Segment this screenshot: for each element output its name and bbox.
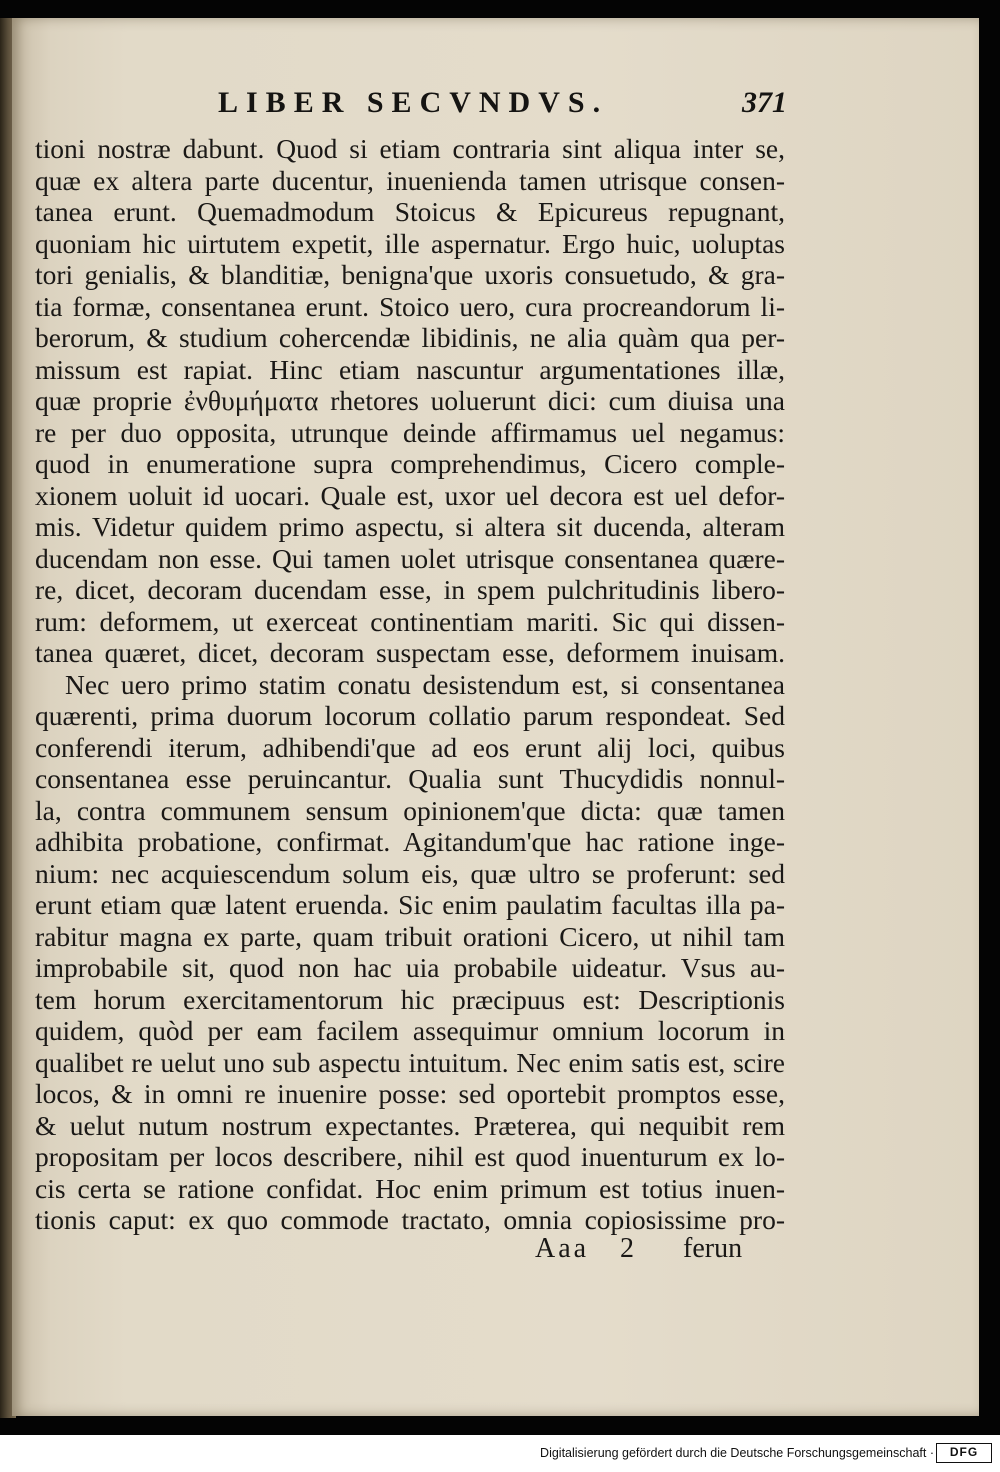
signature-number: 2 xyxy=(620,1233,634,1264)
page-number: 371 xyxy=(742,86,787,119)
text-line: tanea quæret, dicet, decoram suspectam esse, deformem inuisam. xyxy=(35,637,785,668)
text-line: re per duo opposita, utrunque deinde affirmamus uel negamus: xyxy=(35,416,785,448)
text-line: quod in enumeratione supra comprehendimus, Cicero comple- xyxy=(35,448,785,479)
text-line: locos, & in omni re inuenire posse: sed oportebit promptos esse, xyxy=(35,1078,785,1109)
text-line: tanea erunt. Quemadmodum Stoicus & Epicureus repugnant, xyxy=(35,196,785,227)
text-line: rum: deformem, ut exerceat continentiam mariti. Sic qui dissen- xyxy=(35,605,785,637)
text-line: improbabile sit, quod non hac uia probabile uideatur. Vsus au- xyxy=(35,952,785,983)
text-line: tem horum exercitamentorum hic præcipuus est: Descriptionis xyxy=(35,983,785,1015)
text-line: xionem uoluit id uocari. Quale est, uxor uel decora est uel defor- xyxy=(35,479,785,511)
text-line: conferendi iterum, adhibendi'que ad eos erunt alij loci, quibus xyxy=(35,731,785,763)
catchline xyxy=(0,1233,1000,1269)
funding-credit: Digitalisierung gefördert durch die Deutsche Forschungsgemeinschaft · xyxy=(540,1446,934,1460)
text-line: quærenti, prima duorum locorum collatio parum respondeat. Sed xyxy=(35,700,785,731)
text-line: erunt etiam quæ latent eruenda. Sic enim paulatim facultas illa pa- xyxy=(35,889,785,920)
text-line: berorum, & studium cohercendæ libidinis, ne alia quàm qua per- xyxy=(35,322,785,353)
text-line: re, dicet, decoram ducendam esse, in spem pulchritudinis libero- xyxy=(35,574,785,605)
text-line: la, contra communem sensum opinionem'que dicta: quæ tamen xyxy=(35,794,785,826)
text-line: ducendam non esse. Qui tamen uolet utrisque consentanea quære- xyxy=(35,542,785,574)
dfg-logo: DFG xyxy=(936,1443,992,1463)
text-line: rabitur magna ex parte, quam tribuit orationi Cicero, ut nihil tam xyxy=(35,920,785,952)
text-line: tia formæ, consentanea erunt. Stoico uero, cura procreandorum li- xyxy=(35,290,785,322)
page-header xyxy=(0,86,1000,126)
text-line: consentanea esse peruincantur. Qualia sunt Thucydidis nonnul- xyxy=(35,763,785,794)
text-line: quidem, quòd per eam facilem assequimur omnium locorum in xyxy=(35,1015,785,1046)
text-line: Nec uero primo statim conatu desistendum est, si consentanea xyxy=(65,668,785,700)
signature-mark: Aaa xyxy=(535,1233,590,1264)
text-line: adhibita probatione, confirmat. Agitandum'que hac ratione inge- xyxy=(35,826,785,857)
text-line: qualibet re uelut uno sub aspectu intuitum. Nec enim satis est, scire xyxy=(35,1046,785,1078)
text-line: quæ ex altera parte ducentur, inuenienda tamen utrisque consen- xyxy=(35,164,785,196)
footer-bar xyxy=(0,1435,1000,1472)
text-line: tori genialis, & blanditiæ, benigna'que uxoris consuetudo, & gra- xyxy=(35,259,785,290)
text-line: nium: nec acquiescendum solum eis, quæ ultro se proferunt: sed xyxy=(35,857,785,889)
text-line: missum est rapiat. Hinc etiam nascuntur argumentationes illæ, xyxy=(35,353,785,385)
text-line: quæ proprie ἐνθυμήματα rhetores uoluerunt dici: cum diuisa una xyxy=(35,385,785,416)
text-line: & uelut nutum nostrum expectantes. Præterea, qui nequibit rem xyxy=(35,1109,785,1141)
text-line: propositam per locos describere, nihil est quod inuenturum ex lo- xyxy=(35,1141,785,1172)
text-line: cis certa se ratione confidat. Hoc enim primum est totius inuen- xyxy=(35,1172,785,1204)
text-line: tionis caput: ex quo commode tractato, omnia copiosissime pro- xyxy=(35,1204,785,1235)
text-line: tioni nostræ dabunt. Quod si etiam contraria sint aliqua inter se, xyxy=(35,133,785,164)
body-text xyxy=(35,133,785,1236)
text-line: quoniam hic uirtutem expetit, ille aspernatur. Ergo huic, uoluptas xyxy=(35,227,785,259)
text-line: mis. Videtur quidem primo aspectu, si altera sit ducenda, alteram xyxy=(35,511,785,542)
catchword: ferun xyxy=(683,1233,743,1264)
running-title: LIBER SECVNDVS. xyxy=(218,86,609,119)
